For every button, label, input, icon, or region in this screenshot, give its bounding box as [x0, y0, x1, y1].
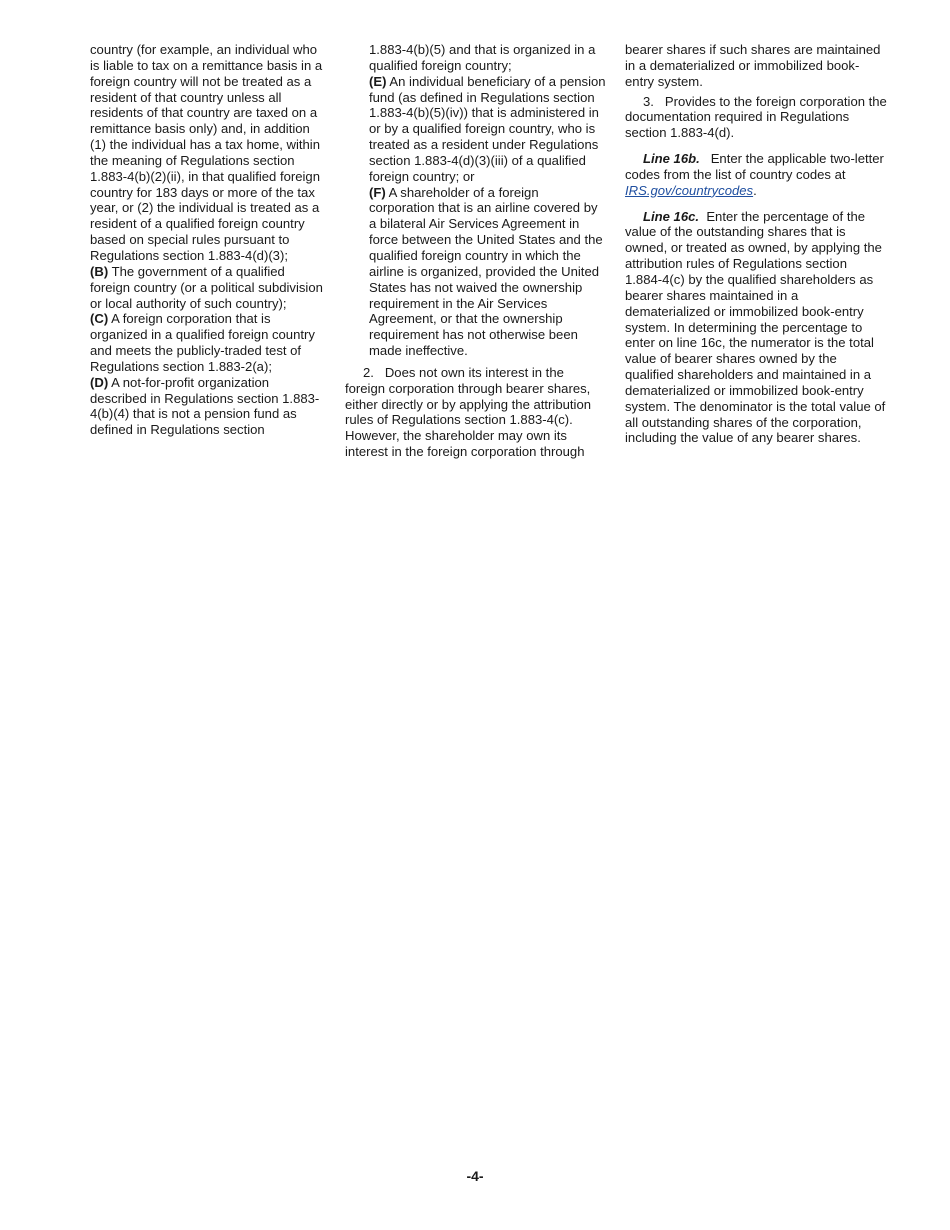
paragraph-bearer-continued: bearer shares if such shares are maintained in a dematerialized or immobilized book-entry system.	[625, 42, 881, 89]
item-text-2: Does not own its interest in the foreign corporation through bearer shares, either directly or by applying the attribution rules of Regulations section 1.883-4(c). However, the shareholder may own its interest in the foreign corporation through	[345, 364, 592, 460]
page-number: -4-	[466, 1168, 484, 1184]
line-16c-heading: Line 16c.	[643, 208, 700, 224]
item-text-e: An individual beneficiary of a pension fund (as defined in Regulations section 1.883-4(b)(5)(iv)) that is administered in or by a qualified foreign country, who is treated as a resident under Regulations section 1.883-4(d)(3)(iii) of a qualified foreign country; or	[369, 73, 606, 184]
item-number-2: 2.	[363, 364, 374, 380]
item-text-c: A foreign corporation that is organized in a qualified foreign country and meets the publicly-traded test of Regulations section 1.883-2(a);	[90, 311, 315, 374]
line-16c-instruction	[625, 209, 887, 447]
list-item-c	[90, 311, 327, 374]
country-codes-link[interactable]: IRS.gov/countrycodes	[625, 182, 754, 198]
column-right	[625, 42, 887, 456]
line-16c-text: Enter the percentage of the value of the outstanding shares that is owned, or treated as owned, by applying the attribution rules of Regulations section 1.884-4(c) by the qualified shareholders as bearer shares maintained in a dematerialized or immobilized book-entry system. In determining the percentage to enter on line 16c, the numerator is the total value of bearer shares owned by the qualified shareholders and maintained in a dematerialized or immobilized book-entry system. The denominator is the total value of all outstanding shares of the corporation, including the value of any bearer shares.	[625, 208, 886, 446]
paragraph-d-continued: 1.883-4(b)(5) and that is organized in a qualified foreign country;	[369, 42, 596, 73]
line-16b-text: Enter the applicable two-letter codes from the list of country codes at	[625, 151, 884, 182]
item-text-d: A not-for-profit organization described in Regulations section 1.883-4(b)(4) that is not a pension fund as defined in Regulations section	[90, 374, 320, 438]
numbered-item-3	[625, 94, 887, 142]
list-item-b	[90, 264, 327, 312]
line-16b-end: .	[753, 182, 757, 198]
column-left	[90, 42, 327, 438]
paragraph-residency-continued: country (for example, an individual who is liable to tax on a remittance basis in a foreign country will not be treated as a resident of that country unless all residents of that country are taxed on a remittance basis only) and, in addition (1) the individual has a tax home, within the meaning of Regulations section 1.883-4(b)(2)(ii), in that qualified foreign country for 183 days or more of the tax year, or (2) the individual is treated as a resident of a qualified foreign country based on special rules pursuant to Regulations section 1.883-4(d)(3);	[90, 42, 323, 263]
item-text-f: A shareholder of a foreign corporation that is an airline covered by a bilateral Air Services Agreement in force between the United States and the qualified foreign country in which the airline is organized, provided the United States has not waived the ownership requirement in the Air Services Agreement, or that the ownership requirement has not otherwise been made ineffective.	[369, 184, 603, 359]
line-16b-instruction	[625, 151, 887, 199]
indented-block	[345, 42, 607, 359]
list-item-f	[369, 185, 607, 359]
column-middle	[345, 42, 607, 460]
item-label-f: (F)	[369, 184, 386, 200]
item-label-d: (D)	[90, 374, 109, 390]
item-label-e: (E)	[369, 73, 387, 89]
numbered-item-2	[345, 365, 607, 460]
list-item-e	[369, 74, 607, 185]
item-label-b: (B)	[90, 263, 109, 279]
list-item-d	[90, 375, 327, 438]
item-text-b: The government of a qualified foreign country (or a political subdivision or local authority of such country);	[90, 263, 323, 311]
item-text-3: Provides to the foreign corporation the documentation required in Regulations section 1.883-4(d).	[625, 93, 887, 141]
item-label-c: (C)	[90, 311, 109, 327]
item-number-3: 3.	[643, 93, 654, 109]
line-16b-heading: Line 16b.	[643, 151, 700, 167]
